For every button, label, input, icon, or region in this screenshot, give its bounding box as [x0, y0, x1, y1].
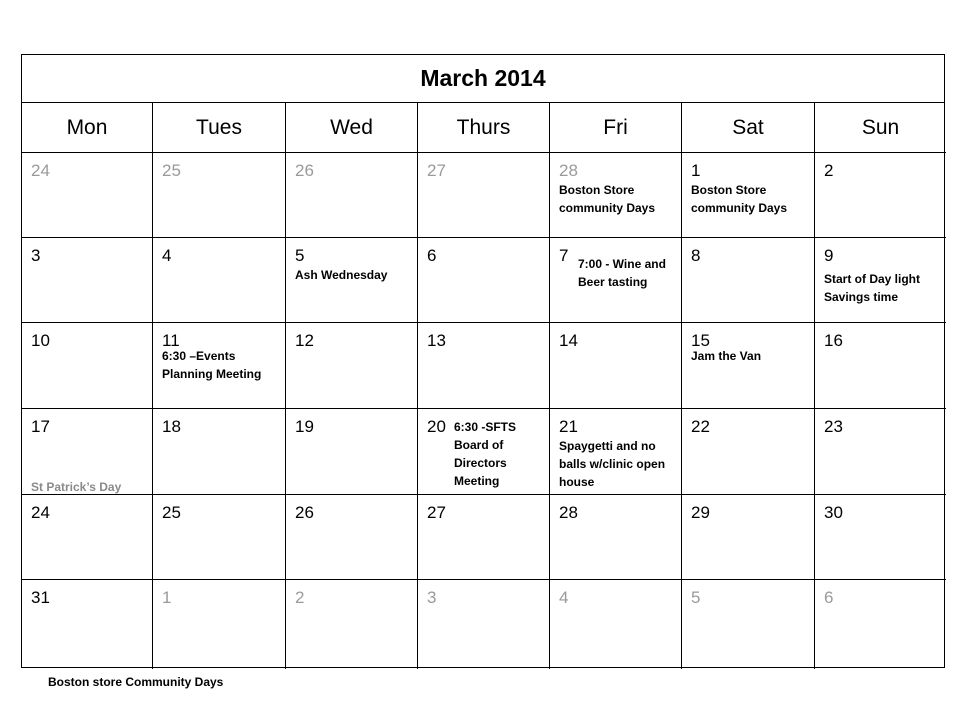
- day-cell[interactable]: [286, 323, 418, 409]
- day-cell[interactable]: [286, 495, 418, 580]
- day-number: 4: [162, 246, 172, 265]
- day-number: 17: [31, 417, 50, 436]
- day-cell[interactable]: [815, 409, 946, 495]
- day-number: 23: [824, 417, 843, 436]
- day-of-week-header: Tues: [153, 103, 286, 153]
- day-cell[interactable]: [153, 153, 286, 238]
- event-text: St Patrick’s Day: [31, 480, 122, 494]
- day-cell[interactable]: [22, 153, 153, 238]
- day-cell[interactable]: [153, 580, 286, 669]
- day-number: 28: [559, 161, 578, 180]
- day-number: 3: [31, 246, 41, 265]
- day-cell[interactable]: [550, 495, 682, 580]
- day-number: 6: [427, 246, 437, 265]
- day-number: 8: [691, 246, 701, 265]
- day-cell[interactable]: [22, 580, 153, 669]
- day-cell[interactable]: [286, 238, 418, 323]
- day-of-week-header: Wed: [286, 103, 418, 153]
- event-text: 6:30 -SFTS Board of Directors Meeting: [454, 420, 517, 488]
- day-cell[interactable]: [550, 323, 682, 409]
- day-cell[interactable]: [418, 153, 550, 238]
- event-text: 6:30 –Events Planning Meeting: [162, 349, 262, 381]
- day-number: 15: [691, 331, 710, 350]
- day-number: 27: [427, 161, 446, 180]
- day-number: 2: [295, 588, 305, 607]
- day-cell[interactable]: [550, 238, 682, 323]
- day-cell[interactable]: [286, 580, 418, 669]
- day-cell[interactable]: [682, 580, 815, 669]
- day-of-week-header: Sun: [815, 103, 946, 153]
- day-cell[interactable]: [22, 238, 153, 323]
- day-number: 24: [31, 161, 50, 180]
- day-cell[interactable]: [22, 495, 153, 580]
- day-number: 4: [559, 588, 569, 607]
- day-number: 1: [691, 161, 701, 180]
- event-text: Ash Wednesday: [295, 268, 388, 282]
- day-number: 5: [691, 588, 701, 607]
- day-cell[interactable]: [550, 580, 682, 669]
- day-cell[interactable]: [418, 238, 550, 323]
- calendar: [21, 54, 945, 668]
- day-number: 21: [559, 417, 578, 436]
- day-number: 5: [295, 246, 305, 265]
- day-cell[interactable]: [153, 409, 286, 495]
- day-number: 3: [427, 588, 437, 607]
- day-cell[interactable]: [682, 323, 815, 409]
- day-cell[interactable]: [682, 495, 815, 580]
- day-cell[interactable]: [153, 323, 286, 409]
- day-cell[interactable]: [153, 238, 286, 323]
- event-text: Spaygetti and no balls w/clinic open house: [559, 439, 666, 489]
- day-number: 27: [427, 503, 446, 522]
- event-text: Jam the Van: [691, 349, 762, 363]
- day-number: 7: [559, 246, 569, 265]
- event-text: Boston Store community Days: [691, 183, 788, 215]
- day-number: 18: [162, 417, 181, 436]
- day-cell[interactable]: [286, 409, 418, 495]
- day-cell[interactable]: [418, 495, 550, 580]
- day-of-week-header: Mon: [22, 103, 153, 153]
- day-of-week-header: Sat: [682, 103, 815, 153]
- day-cell[interactable]: [418, 323, 550, 409]
- day-cell[interactable]: [682, 238, 815, 323]
- day-cell[interactable]: [418, 580, 550, 669]
- day-of-week-header: Fri: [550, 103, 682, 153]
- day-number: 16: [824, 331, 843, 350]
- calendar-title: March 2014: [22, 55, 944, 103]
- day-number: 22: [691, 417, 710, 436]
- day-cell[interactable]: [22, 409, 153, 495]
- day-cell[interactable]: [682, 409, 815, 495]
- day-number: 24: [31, 503, 50, 522]
- day-number: 1: [162, 588, 172, 607]
- day-of-week-header: Thurs: [418, 103, 550, 153]
- day-number: 31: [31, 588, 50, 607]
- day-number: 2: [824, 161, 834, 180]
- day-number: 30: [824, 503, 843, 522]
- footer-note: Boston store Community Days: [48, 675, 224, 689]
- day-cell[interactable]: [682, 153, 815, 238]
- day-cell[interactable]: [815, 153, 946, 238]
- day-number: 19: [295, 417, 314, 436]
- day-cell[interactable]: [815, 238, 946, 323]
- day-number: 6: [824, 588, 834, 607]
- event-text: Boston Store community Days: [559, 183, 656, 215]
- day-number: 28: [559, 503, 578, 522]
- day-number: 26: [295, 161, 314, 180]
- day-cell[interactable]: [418, 409, 550, 495]
- day-cell[interactable]: [22, 323, 153, 409]
- day-number: 9: [824, 246, 834, 265]
- day-cell[interactable]: [815, 323, 946, 409]
- day-cell[interactable]: [550, 409, 682, 495]
- day-cell[interactable]: [815, 580, 946, 669]
- day-number: 26: [295, 503, 314, 522]
- event-text: 7:00 - Wine and Beer tasting: [578, 257, 666, 289]
- day-number: 10: [31, 331, 50, 350]
- day-number: 11: [162, 331, 180, 350]
- day-number: 12: [295, 331, 314, 350]
- day-cell[interactable]: [550, 153, 682, 238]
- day-cell[interactable]: [153, 495, 286, 580]
- day-number: 25: [162, 161, 181, 180]
- day-number: 14: [559, 331, 578, 350]
- day-number: 20: [427, 417, 446, 436]
- event-text: Start of Day light Savings time: [824, 272, 921, 304]
- day-cell[interactable]: [286, 153, 418, 238]
- day-number: 13: [427, 331, 446, 350]
- day-cell[interactable]: [815, 495, 946, 580]
- day-number: 25: [162, 503, 181, 522]
- day-number: 29: [691, 503, 710, 522]
